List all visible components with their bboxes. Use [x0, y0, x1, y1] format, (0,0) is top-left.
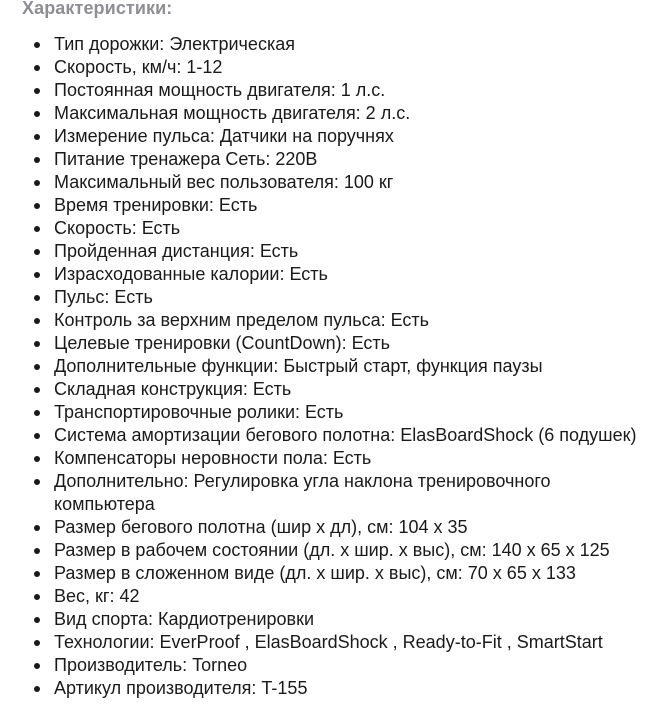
spec-item-belt-size	[22, 516, 642, 539]
bullet-icon	[34, 295, 40, 301]
spec-text: Производитель: Torneo	[54, 655, 248, 675]
spec-text: Контроль за верхним пределом пульса: Есть	[54, 310, 430, 330]
spec-item-calories	[22, 263, 642, 286]
spec-list	[22, 33, 642, 700]
spec-text: Вес, кг: 42	[54, 586, 140, 606]
bullet-icon	[34, 686, 40, 692]
spec-item-article	[22, 677, 642, 700]
spec-item-target-workouts	[22, 332, 642, 355]
spec-item-max-user-weight	[22, 171, 642, 194]
bullet-icon	[34, 433, 40, 439]
spec-text: Пульс: Есть	[54, 287, 153, 307]
bullet-icon	[34, 180, 40, 186]
spec-item-workout-time	[22, 194, 642, 217]
spec-text: Складная конструкция: Есть	[54, 379, 292, 399]
spec-text: Размер бегового полотна (шир х дл), см: 104 х 35	[54, 517, 468, 537]
spec-text: Израсходованные калории: Есть	[54, 264, 328, 284]
spec-item-weight	[22, 585, 642, 608]
bullet-icon	[34, 410, 40, 416]
spec-text: Постоянная мощность двигателя: 1 л.с.	[54, 80, 386, 100]
bullet-icon	[34, 571, 40, 577]
spec-item-cushioning	[22, 424, 642, 447]
spec-item-speed-range	[22, 56, 642, 79]
spec-item-continuous-power	[22, 79, 642, 102]
spec-text: Питание тренажера Сеть: 220В	[54, 149, 318, 169]
spec-text: Время тренировки: Есть	[54, 195, 258, 215]
spec-item-working-size	[22, 539, 642, 562]
spec-text: Скорость, км/ч: 1-12	[54, 57, 223, 77]
bullet-icon	[34, 594, 40, 600]
spec-text: Скорость: Есть	[54, 218, 181, 238]
spec-text: Измерение пульса: Датчики на поручнях	[54, 126, 394, 146]
bullet-icon	[34, 525, 40, 531]
spec-item-track-type	[22, 33, 642, 56]
bullet-icon	[34, 272, 40, 278]
spec-text: Размер в сложенном виде (дл. х шир. х выс), см: 70 х 65 х 133	[54, 563, 576, 583]
spec-text: Дополнительные функции: Быстрый старт, функция паузы	[54, 356, 543, 376]
spec-text: Пройденная дистанция: Есть	[54, 241, 299, 261]
spec-item-distance	[22, 240, 642, 263]
spec-text: Технологии: EverProof , ElasBoardShock , Ready-to-Fit , SmartStart	[54, 632, 603, 652]
bullet-icon	[34, 341, 40, 347]
section-title: Характеристики:	[22, 0, 173, 18]
spec-item-pulse-measurement	[22, 125, 642, 148]
spec-item-technologies	[22, 631, 642, 654]
spec-text: Тип дорожки: Электрическая	[54, 34, 295, 54]
spec-text: Размер в рабочем состоянии (дл. х шир. х выс), см: 140 х 65 х 125	[54, 540, 610, 560]
bullet-icon	[34, 249, 40, 255]
bullet-icon	[34, 387, 40, 393]
spec-text: Максимальная мощность двигателя: 2 л.с.	[54, 103, 411, 123]
bullet-icon	[34, 65, 40, 71]
bullet-icon	[34, 42, 40, 48]
spec-item-transport-wheels	[22, 401, 642, 424]
bullet-icon	[34, 226, 40, 232]
spec-item-power-supply	[22, 148, 642, 171]
spec-text: Система амортизации бегового полотна: ElasBoardShock (6 подушек)	[54, 425, 637, 445]
spec-text: Максимальный вес пользователя: 100 кг	[54, 172, 394, 192]
spec-item-folded-size	[22, 562, 642, 585]
spec-text: Целевые тренировки (CountDown): Есть	[54, 333, 390, 353]
spec-item-manufacturer	[22, 654, 642, 677]
spec-item-pulse	[22, 286, 642, 309]
spec-text: Компенсаторы неровности пола: Есть	[54, 448, 372, 468]
spec-item-pulse-limit	[22, 309, 642, 332]
spec-item-foldable	[22, 378, 642, 401]
spec-text: Транспортировочные ролики: Есть	[54, 402, 344, 422]
bullet-icon	[34, 88, 40, 94]
spec-text: Вид спорта: Кардиотренировки	[54, 609, 315, 629]
spec-item-floor-compensators	[22, 447, 642, 470]
spec-item-additional	[22, 470, 642, 516]
bullet-icon	[34, 318, 40, 324]
bullet-icon	[34, 157, 40, 163]
bullet-icon	[34, 479, 40, 485]
spec-item-extra-functions	[22, 355, 642, 378]
bullet-icon	[34, 203, 40, 209]
bullet-icon	[34, 364, 40, 370]
bullet-icon	[34, 548, 40, 554]
bullet-icon	[34, 111, 40, 117]
spec-item-max-power	[22, 102, 642, 125]
bullet-icon	[34, 134, 40, 140]
spec-text: Дополнительно: Регулировка угла наклона тренировочного компьютера	[54, 471, 551, 514]
spec-item-sport-type	[22, 608, 642, 631]
spec-text: Артикул производителя: T-155	[54, 678, 308, 698]
bullet-icon	[34, 640, 40, 646]
bullet-icon	[34, 663, 40, 669]
bullet-icon	[34, 617, 40, 623]
bullet-icon	[34, 456, 40, 462]
spec-item-speed-display	[22, 217, 642, 240]
